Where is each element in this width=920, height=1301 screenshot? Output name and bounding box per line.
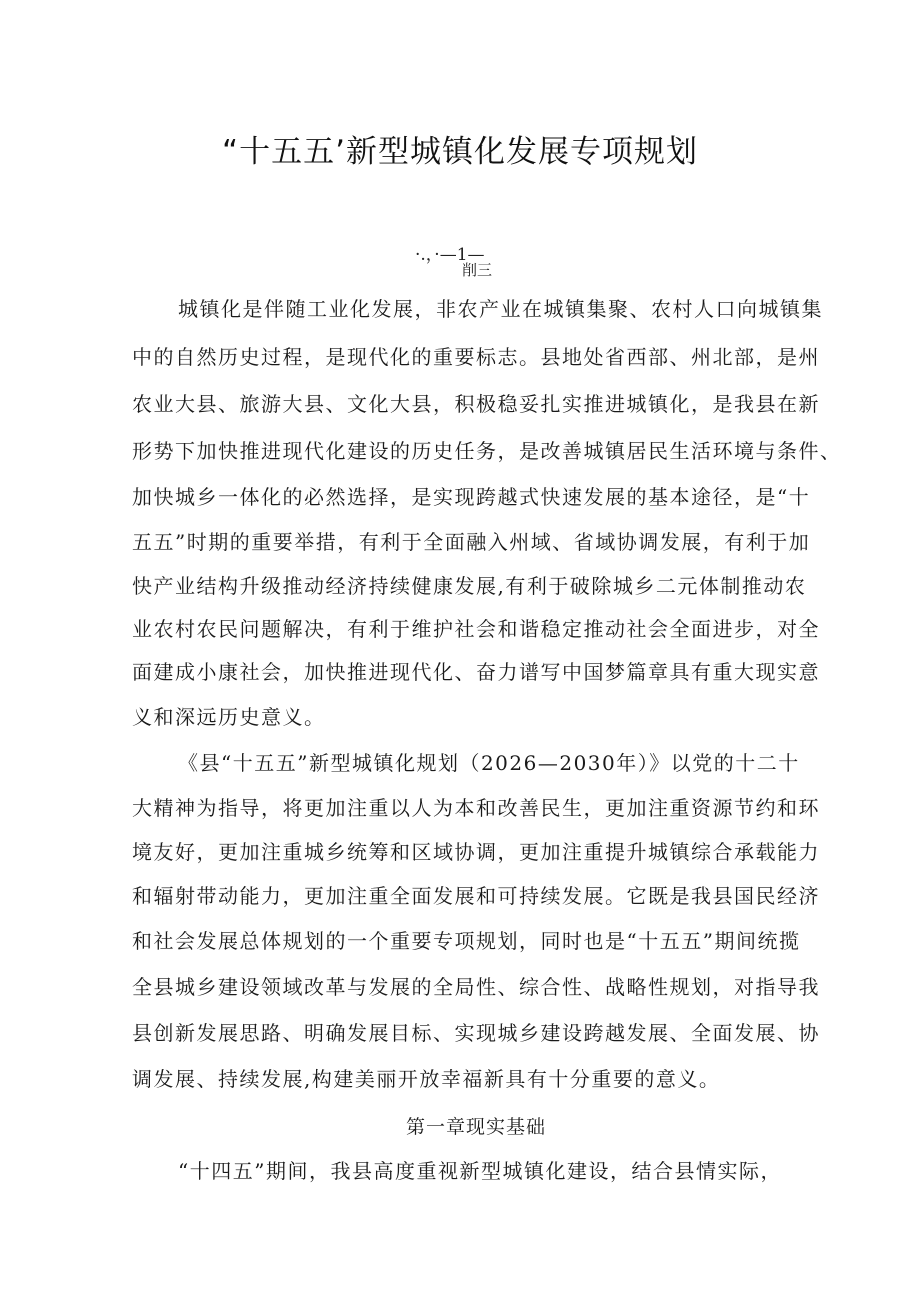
paragraph-line: 面建成小康社会，加快推进现代化、奋力谱写中国梦篇章具有重大现实意 [132, 660, 820, 684]
paragraph-line: 加快城乡一体化的必然选择，是实现跨越式快速发展的基本途径，是“十 [132, 485, 811, 509]
preface-heading: 削三 [462, 261, 493, 279]
paragraph-line: 调发展、持续发展,构建美丽开放幸福新具有十分重要的意义。 [132, 1067, 721, 1091]
paragraph-line: 农业大县、旅游大县、文化大县，积极稳妥扎实推进城镇化，是我县在新 [132, 392, 820, 416]
paragraph-line: 中的自然历史过程，是现代化的重要标志。县地处省西部、州北部，是州 [132, 345, 820, 369]
paragraph-line: 全县城乡建设领域改革与发展的全局性、综合性、战略性规划，对指导我 [132, 975, 820, 999]
paragraph-line: 快产业结构升级推动经济持续健康发展,有利于破除城乡二元体制推动农 [132, 574, 807, 598]
paragraph-line: 形势下加快推进现代化建设的历史任务，是改善城镇居民生活环境与条件、 [132, 439, 842, 463]
paragraph-line: 县创新发展思路、明确发展目标、实现城乡建设跨越发展、全面发展、协 [132, 1021, 820, 1045]
paragraph-line: 五五”时期的重要举措，有利于全面融入州域、省域协调发展，有利于加 [132, 530, 811, 554]
paragraph-line: 《县“十五五”新型城镇化规划（2026—2030年）》以党的十二十 [178, 751, 800, 775]
paragraph-line: “十四五”期间，我县高度重视新型城镇化建设，结合县情实际， [178, 1159, 782, 1183]
chapter-heading: 第一章现实基础 [406, 1116, 547, 1138]
paragraph-line: 业农村农民问题解决，有利于维护社会和谐稳定推动社会全面进步，对全 [132, 617, 820, 641]
paragraph-line: 大精神为指导，将更加注重以人为本和改善民生，更加注重资源节约和环 [132, 796, 820, 820]
paragraph-line: 城镇化是伴随工业化发展，非农产业在城镇集聚、农村人口向城镇集 [178, 297, 823, 321]
paragraph-line: 义和深远历史意义。 [132, 705, 326, 729]
paragraph-line: 和辐射带动能力，更加注重全面发展和可持续发展。它既是我县国民经济 [132, 884, 820, 908]
paragraph-line: 境友好，更加注重城乡统筹和区域协调，更加注重提升城镇综合承载能力 [132, 840, 820, 864]
paragraph-line: 和社会发展总体规划的一个重要专项规划，同时也是“十五五”期间统揽 [132, 929, 801, 953]
page-number-marker: ·.，·—1— [415, 245, 485, 265]
document-title: “十五五’新型城镇化发展专项规划 [222, 134, 698, 170]
